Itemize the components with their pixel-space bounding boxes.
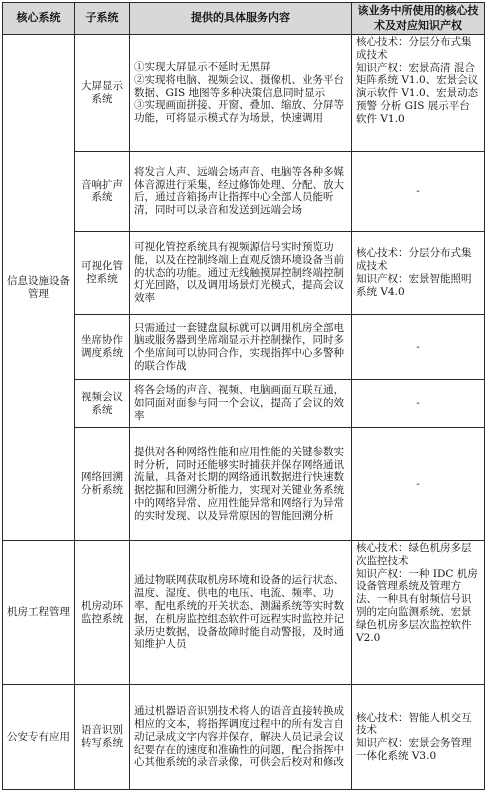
tech-line: - (416, 340, 420, 353)
sub-system-cell: 坐席协作调度系统 (75, 315, 130, 380)
tech-line: 核心技术：智能人机交互技术 (356, 711, 472, 737)
table-row (3, 428, 485, 541)
table-row (3, 541, 485, 685)
sub-system-cell: 机房动环监控系统 (75, 541, 130, 685)
description-line: 将各会场的声音、视频、电脑画面互联互通，如同面对面参与同一个会议，提高了会议的效率 (134, 384, 344, 422)
description-line: 将发言人声、远端会场声音、电脑等各种多媒体音源进行采集，经过修饰处理、分配、放大后，通过音箱扬声让指挥中心全部人员能听清，同时可以录音和发送到远端会场 (134, 165, 344, 217)
tech-ip-cell (352, 315, 485, 380)
service-description-cell (130, 231, 352, 315)
tech-line: 知识产权：宏景高清 混合矩阵系统 V1.0、宏景会议演示软件 V1.0、宏景动态预警 分析 GIS 展示平台软件 V1.0 (356, 61, 479, 125)
header-sub-system: 子系统 (75, 3, 130, 35)
service-description-cell (130, 152, 352, 231)
service-description-cell (130, 428, 352, 541)
tech-ip-cell (352, 428, 485, 541)
sub-system-cell: 网络回溯分析系统 (75, 428, 130, 541)
tech-ip-cell (352, 35, 485, 152)
description-line: 可视化管控系统具有视频源信号实时预览功能，以及在控制终端上直观反馈环境设备当前的状态的功能。通过无线触摸屏控制终端控制灯光回路，以及调用场景灯光模式，提高会议效率 (134, 240, 344, 305)
core-system-cell: 机房工程管理 (3, 541, 75, 685)
table-row (3, 35, 485, 152)
tech-line: 核心技术：分层分布式集成技术 (356, 247, 472, 273)
table-row (3, 315, 485, 380)
tech-ip-cell (352, 152, 485, 231)
description-line: ②实现将电脑、视频会议、摄像机、业务平台数据、GIS 地图等多种决策信息同时显示 (134, 73, 344, 99)
table-row (3, 685, 485, 790)
description-line: ③实现画面拼接、开窗、叠加、缩放、分屏等功能，可将显示模式存为场景，快速调用 (134, 99, 344, 125)
tech-ip-cell (352, 541, 485, 685)
tech-line: 知识产权：宏景智能照明系统 V4.0 (356, 272, 472, 298)
description-line: 通过物联网获取机房环境和设备的运行状态、温度、湿度、供电的电压、电流、频率、功率、配电系统的开关状态、测漏系统等实时数据，在机房监控组态软件可远程实时监控并记录历史数据，设备故障时能自动警报，及时通知维护人员 (134, 574, 344, 651)
description-line: 通过机器语音识别技术将人的语音直接转换成相应的文本，将指挥调度过程中的所有发言自动记录成文字内容并保存，解决人员记录会议纪要存在的速度和准确性的问题，配合指挥中心其他系统的录音录像，可供会后校对和修改 (134, 705, 344, 769)
service-description-cell (130, 380, 352, 428)
tech-line: - (416, 397, 420, 410)
table-header-row (3, 3, 485, 35)
header-core-system: 核心系统 (3, 3, 75, 35)
sub-system-cell: 可视化管控系统 (75, 231, 130, 315)
business-technology-table (2, 2, 485, 790)
service-description-cell (130, 315, 352, 380)
header-services: 提供的具体服务内容 (130, 3, 352, 35)
core-system-cell: 信息设施设备管理 (3, 35, 75, 541)
tech-ip-cell (352, 685, 485, 790)
core-system-cell: 公安专有应用 (3, 685, 75, 790)
tech-line: 核心技术：绿色机房多层次监控技术 (356, 542, 472, 567)
tech-line: 知识产权：一种 IDC 机房设备管理系统及管理方法、一种具有射频信号识别的定向监测系统、宏景绿色机房多层次监控软件 V2.0 (356, 567, 478, 644)
tech-line: 核心技术：分层分布式集成技术 (356, 36, 472, 61)
description-line: 提供对各种网络性能和应用性能的关键参数实时分析，同时还能够实时捕获并保存网络通讯流量，具备对长期的网络通讯数据进行快速数据挖掘和回溯分析能力，实现对关键业务系统中的网络异常、应用性能异常和网络行为异常的实时发现、以及异常原因的智能回溯分析 (134, 445, 344, 522)
service-description-cell (130, 35, 352, 152)
table-row (3, 380, 485, 428)
description-line: 只需通过一套键盘鼠标就可以调用机房全部电脑或服务器到坐席端显示并控制操作，同时多个坐席间可以协同合作，实现指挥中心多警种的联合作战 (134, 321, 344, 372)
service-description-cell (130, 541, 352, 685)
sub-system-cell: 语音识别转写系统 (75, 685, 130, 790)
service-description-cell (130, 685, 352, 790)
table-row (3, 152, 485, 231)
table-row (3, 231, 485, 315)
sub-system-cell: 视频会议系统 (75, 380, 130, 428)
sub-system-cell: 音响扩声系统 (75, 152, 130, 231)
description-line: ①实现大屏显示不延时无黑屏 (134, 61, 271, 74)
tech-line: - (416, 184, 420, 197)
tech-line: - (416, 477, 420, 490)
sub-system-cell: 大屏显示系统 (75, 35, 130, 152)
tech-ip-cell (352, 380, 485, 428)
tech-ip-cell (352, 231, 485, 315)
header-tech-ip: 该业务中所使用的核心技术及对应知识产权 (352, 3, 485, 35)
tech-line: 知识产权：宏景会务管理一体化系统 V3.0 (356, 737, 472, 762)
